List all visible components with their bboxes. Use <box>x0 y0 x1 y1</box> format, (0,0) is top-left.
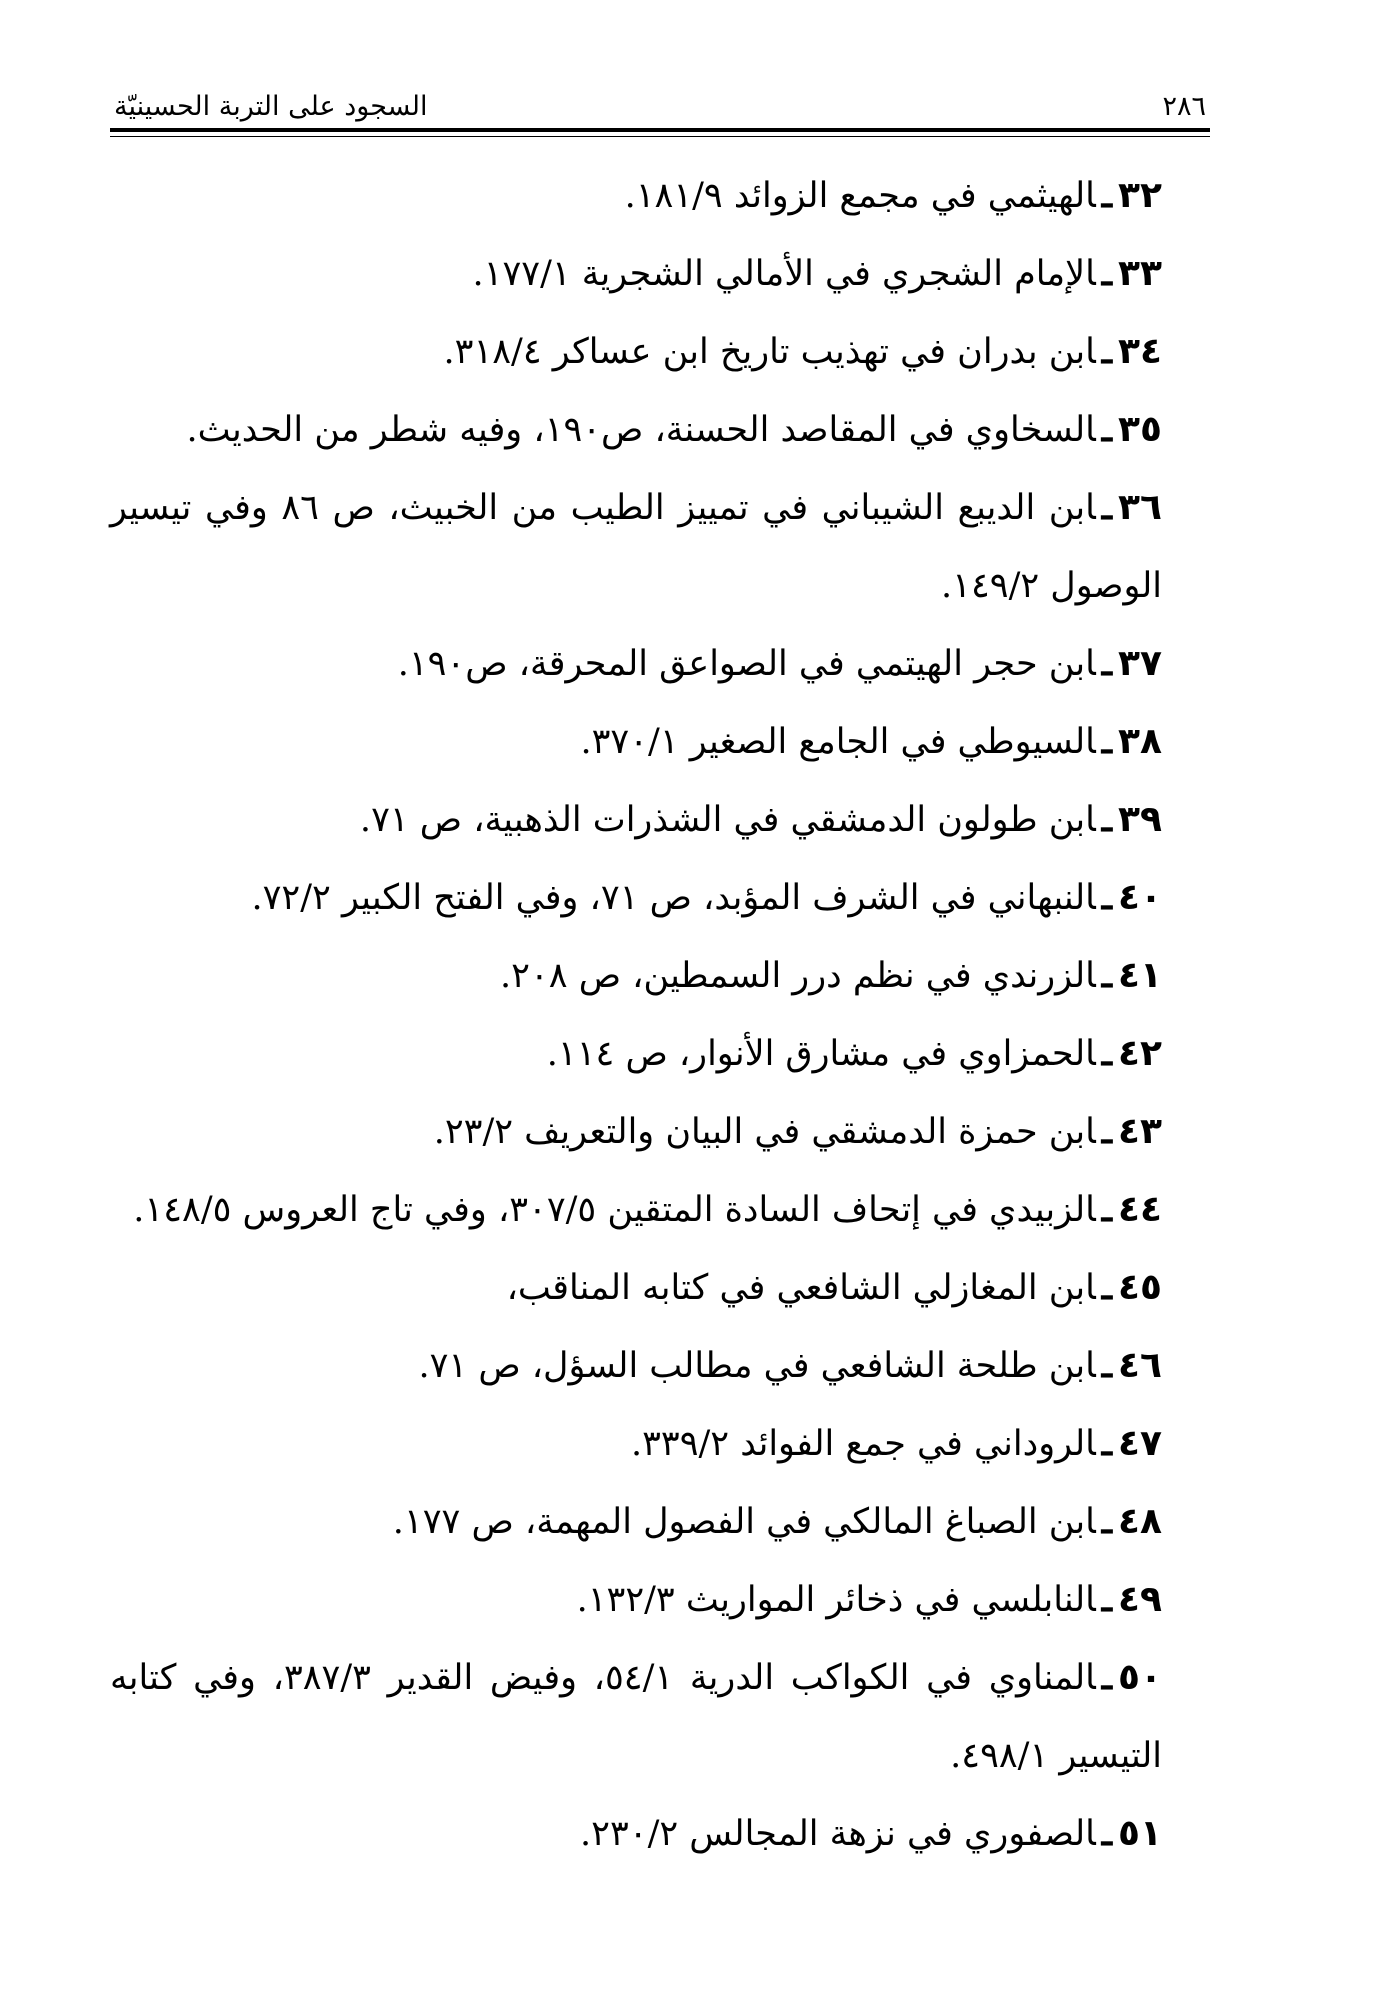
item-text: الزبيدي في إتحاف السادة المتقين ٣٠٧/٥، وفي تاج العروس ١٤٨/٥. <box>133 1190 1096 1230</box>
item-text: ابن الصباغ المالكي في الفصول المهمة، ص ١٧٧. <box>392 1502 1096 1542</box>
header-rule-thick <box>110 128 1210 132</box>
list-item: ٤٣ـابن حمزة الدمشقي في البيان والتعريف ٢٣/٢. <box>433 1111 1162 1152</box>
book-page <box>110 70 1210 1873</box>
list-item: ٤١ـالزرندي في نظم درر السمطين، ص ٢٠٨. <box>500 955 1162 996</box>
item-number: ٣٤ <box>1118 331 1162 372</box>
item-number: ٤٤ <box>1118 1189 1162 1230</box>
page-number: ٢٨٦ <box>1162 91 1206 122</box>
item-text: الزرندي في نظم درر السمطين، ص ٢٠٨. <box>500 956 1096 996</box>
list-item: ٥٠ـالمناوي في الكواكب الدرية ٥٤/١، وفيض القدير ٣٨٧/٣، وفي كتابه التيسير ٤٩٨/١. <box>110 1657 1162 1776</box>
list-item: ٥١ـالصفوري في نزهة المجالس ٢٣٠/٢. <box>580 1813 1162 1854</box>
list-item: ٤٤ـالزبيدي في إتحاف السادة المتقين ٣٠٧/٥، وفي تاج العروس ١٤٨/٥. <box>133 1189 1162 1230</box>
item-number: ٤٩ <box>1118 1579 1162 1620</box>
item-text: ابن الديبع الشيباني في تمييز الطيب من الخبيث، ص ٨٦ وفي تيسير الوصول ١٤٩/٢. <box>110 488 1162 606</box>
item-text: الصفوري في نزهة المجالس ٢٣٠/٢. <box>580 1814 1096 1854</box>
item-text: ابن حجر الهيتمي في الصواعق المحرقة، ص١٩٠. <box>397 644 1096 684</box>
item-number: ٤٢ <box>1118 1033 1162 1074</box>
list-item: ٤٢ـالحمزاوي في مشارق الأنوار، ص ١١٤. <box>546 1033 1162 1074</box>
header-rule-thin <box>110 136 1210 137</box>
item-text: المناوي في الكواكب الدرية ٥٤/١، وفيض القدير ٣٨٧/٣، وفي كتابه التيسير ٤٩٨/١. <box>110 1658 1162 1776</box>
item-text: الإمام الشجري في الأمالي الشجرية ١٧٧/١. <box>472 254 1096 294</box>
item-number: ٣٣ <box>1118 253 1162 294</box>
list-item: ٣٥ـالسخاوي في المقاصد الحسنة، ص١٩٠، وفيه شطر من الحديث. <box>186 409 1162 450</box>
item-number: ٤٥ <box>1118 1267 1162 1308</box>
item-text: السخاوي في المقاصد الحسنة، ص١٩٠، وفيه شطر من الحديث. <box>186 410 1096 450</box>
item-number: ٣٧ <box>1118 643 1162 684</box>
item-number: ٤٨ <box>1118 1501 1162 1542</box>
list-item: ٤٥ـابن المغازلي الشافعي في كتابه المناقب، <box>506 1267 1162 1308</box>
list-item: ٤٠ـالنبهاني في الشرف المؤبد، ص ٧١، وفي الفتح الكبير ٧٢/٢. <box>251 877 1162 918</box>
item-text: الهيثمي في مجمع الزوائد ١٨١/٩. <box>624 176 1096 216</box>
list-item: ٣٤ـابن بدران في تهذيب تاريخ ابن عساكر ٣١٨/٤. <box>443 331 1162 372</box>
item-number: ٣٨ <box>1118 721 1162 762</box>
item-number: ٤١ <box>1118 955 1162 996</box>
item-number: ٤٣ <box>1118 1111 1162 1152</box>
reference-list <box>110 157 1210 1873</box>
item-text: السيوطي في الجامع الصغير ٣٧٠/١. <box>580 722 1096 762</box>
item-number: ٤٧ <box>1118 1423 1162 1464</box>
item-text: النابلسي في ذخائر المواريث ١٣٢/٣. <box>576 1580 1096 1620</box>
page-header <box>110 70 1210 120</box>
item-number: ٤٠ <box>1118 877 1162 918</box>
list-item: ٣٣ـالإمام الشجري في الأمالي الشجرية ١٧٧/١. <box>472 253 1162 294</box>
item-number: ٣٩ <box>1118 799 1162 840</box>
item-text: ابن المغازلي الشافعي في كتابه المناقب، <box>506 1268 1096 1308</box>
item-text: الحمزاوي في مشارق الأنوار، ص ١١٤. <box>546 1034 1096 1074</box>
item-number: ٥٠ <box>1118 1657 1162 1698</box>
item-text: ابن حمزة الدمشقي في البيان والتعريف ٢٣/٢. <box>433 1112 1096 1152</box>
list-item: ٣٨ـالسيوطي في الجامع الصغير ٣٧٠/١. <box>580 721 1162 762</box>
running-title: السجود على التربة الحسينيّة <box>114 91 428 122</box>
item-text: ابن بدران في تهذيب تاريخ ابن عساكر ٣١٨/٤. <box>443 332 1096 372</box>
item-text: الروداني في جمع الفوائد ٣٣٩/٢. <box>630 1424 1096 1464</box>
list-item: ٤٧ـالروداني في جمع الفوائد ٣٣٩/٢. <box>630 1423 1162 1464</box>
list-item: ٣٧ـابن حجر الهيتمي في الصواعق المحرقة، ص١٩٠. <box>397 643 1162 684</box>
item-number: ٣٦ <box>1118 487 1162 528</box>
list-item: ٤٨ـابن الصباغ المالكي في الفصول المهمة، ص ١٧٧. <box>392 1501 1162 1542</box>
item-text: ابن طولون الدمشقي في الشذرات الذهبية، ص ٧١. <box>359 800 1096 840</box>
item-number: ٣٢ <box>1118 175 1162 216</box>
item-number: ٣٥ <box>1118 409 1162 450</box>
item-text: ابن طلحة الشافعي في مطالب السؤل، ص ٧١. <box>418 1346 1096 1386</box>
item-number: ٤٦ <box>1118 1345 1162 1386</box>
list-item: ٣٢ـالهيثمي في مجمع الزوائد ١٨١/٩. <box>624 175 1162 216</box>
list-item: ٤٦ـابن طلحة الشافعي في مطالب السؤل، ص ٧١. <box>418 1345 1162 1386</box>
list-item: ٤٩ـالنابلسي في ذخائر المواريث ١٣٢/٣. <box>576 1579 1162 1620</box>
list-item: ٣٩ـابن طولون الدمشقي في الشذرات الذهبية، ص ٧١. <box>359 799 1162 840</box>
item-text: النبهاني في الشرف المؤبد، ص ٧١، وفي الفتح الكبير ٧٢/٢. <box>251 878 1096 918</box>
item-number: ٥١ <box>1118 1813 1162 1854</box>
list-item: ٣٦ـابن الديبع الشيباني في تمييز الطيب من الخبيث، ص ٨٦ وفي تيسير الوصول ١٤٩/٢. <box>110 487 1162 606</box>
